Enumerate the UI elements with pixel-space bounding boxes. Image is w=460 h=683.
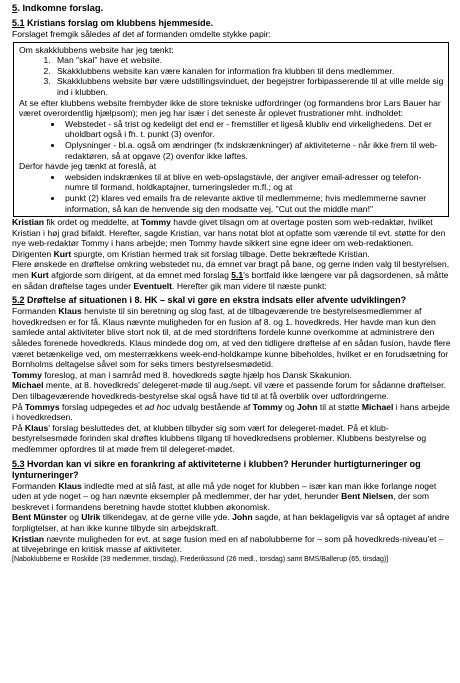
person-name: Klaus: [58, 306, 82, 317]
person-name: Michael: [12, 380, 44, 391]
text-run: forslag udpegedes et: [59, 401, 145, 412]
person-name: Tommy: [12, 369, 42, 380]
text-run: ' forslag besluttedes det, at klubben tilbyder sig som vært for delegeret-mødet. På et klub-bestyrelsesmøde forinden skal drøftes klubbens tilgang til hovedkredsens problemer. Klubbens bestyrelse og medlemmer opfordres til at møde frem til delegeret-mødet.: [12, 422, 427, 454]
text-run: til at støtte: [317, 401, 362, 412]
paragraph: [12, 402, 452, 423]
text-run: Flere ønskede en drøftelse omkring webstedet nu, da emnet var bragt på bane, og gerne inden valg til bestyrelsen, men: [12, 259, 450, 281]
text-run: afgjorde som dirigent, at da emnet med forslag: [48, 270, 232, 281]
list-item: • Oplysninger - bl.a. også om ændringer (fx indskrænkninger) af aktiviteterne - når ikke frem til web-redaktøren, så at opgave (2) ovenfor ikke løftes.: [63, 140, 444, 161]
box-bullet-list: [19, 119, 444, 161]
section-title: Drøftelse af situationen i 8. HK – skal vi gøre en ekstra indsats eller afvente udviklingen?: [27, 295, 407, 306]
box-bullet-list: [19, 172, 444, 214]
list-item: • websiden indskrænkes til at blive en web-opslagstavle, der angiver email-adresser og telefon-numre til formand, holdkaptajner, turneringsleder m.fl.; og at: [63, 172, 444, 193]
document-page: [12, 2, 452, 564]
text-run: Formanden: [12, 480, 59, 491]
paragraph: [12, 259, 452, 291]
paragraph: [12, 370, 452, 381]
text-run: i hans arbejde i hovedkredsen.: [12, 401, 450, 423]
section-number: 5: [12, 2, 18, 13]
section-number: 5.3: [12, 458, 25, 469]
paragraph: [12, 512, 452, 533]
text-run: udvalg bestående af: [170, 401, 253, 412]
section-5-1-heading: [12, 18, 452, 29]
person-name: John: [232, 512, 253, 523]
text-run: og: [282, 401, 297, 412]
section-5-3-heading: [12, 459, 452, 481]
person-name: Bent Münster: [12, 512, 67, 523]
section-title: Indkomne forslag.: [22, 2, 104, 13]
box-paragraph: At se efter klubbens website frembyder ikke de store tekniske udfordringer (og formandens bror Lars Bauer har været overordentlig hjælpsom); men jeg har især i det seneste år oplevet frustrationer mht. indholdet:: [19, 97, 441, 119]
text-run: havde givet tilsagn om at overtage posten som web-redaktør, hvilket Kristian i høj grad bifaldt. Herefter, sagde Kristian, var hans notat blot at opfatte som værende til evt. støtte for den nye web-redaktør Tommy i hans arbejde; men Tommy havde sikkert sine egne ideer om web-redaktionen. Dirigenten: [12, 217, 446, 259]
text-run: sagde, at han beklageligvis var så optaget af andre forpligtelser, at han ikke kunne tilbyde sin arbejdskraft.: [12, 512, 450, 533]
text-run: tilkendegav, at de gerne ville yde.: [100, 512, 233, 523]
person-name: Tommys: [24, 401, 60, 412]
person-name: Bent Nielsen: [341, 491, 394, 502]
list-item: 2. Skakklubbens website kan være kanalen for information fra klubben til dens medlemmer.: [53, 66, 444, 77]
paragraph: [12, 306, 452, 370]
text-run: . Herefter gik man videre til næste punkt:: [172, 280, 327, 291]
text-run: nævnte muligheden for evt. at søge fusion med en af nabolubberne for – som på hovedkreds-niveau'et – at tilvejebringe en kritisk masse af aktiviteter.: [12, 533, 444, 555]
paragraph: [12, 481, 452, 513]
text-run: indledte med at slå fast, at alle må yde noget for klubben – især kan man ikke forlange noget uden at yde noget – og han nævnte eksempler på medlemmer, der har ydet, herunder: [12, 480, 437, 502]
person-name: Klaus: [24, 422, 49, 433]
proposal-intro: Forslaget fremgik således af det af formanden omdelte stykke papir:: [12, 29, 271, 39]
box-paragraph: Derfor havde jeg tænkt at foreslå, at: [19, 161, 157, 172]
box-numbered-list: [19, 55, 444, 97]
paragraph: [12, 380, 452, 401]
person-name: Ulrik: [81, 512, 101, 523]
text-run: 's bortfald ikke længere var på dagsordenen, så måtte en sådan drøftelse tages under: [12, 270, 449, 291]
section-5-heading: 5. Indkomne forslag.: [12, 2, 104, 13]
section-ref: 5.1: [231, 270, 244, 281]
section-title: Kristians forslag om klubbens hjemmeside.: [27, 18, 214, 28]
text-run: henviste til sin beretning og slog fast, at de tilbageværende tre bestyrelsesmedlemmer af hovedkredsen er for få. Klaus nævnte muligheden for en fusion af 8. og 1. hovedkreds. Her havde man kun den samlede antal aktiviteter blive stort nok til, at de med stordriftens fordele kunne overkomme at administrere den således forenede hovedkreds. Klaus mindede dog om, at ved den tidligere drøftelse af en sådan fusion, havde flere været betænkelige ved, om mesterrækkens week-end-holdkampe kunne bibeholdes, hvilket er en forudsætning for Bornholms deltagelse såvel som for seks timers bestyrelsesmødetid.: [12, 306, 451, 370]
person-name: Michael: [361, 401, 394, 412]
paragraph: [12, 217, 452, 259]
section-5-2-heading: [12, 295, 452, 306]
box-intro: Om skakklubbens website har jeg tænkt:: [19, 44, 174, 55]
list-item: 1. Man "skal" have et website.: [53, 55, 444, 66]
text-run: , der som beskrevet i formandens beretning havde stottet klubben økonomisk.: [12, 491, 430, 512]
section-number: 5.2: [12, 295, 25, 306]
paragraph: [12, 534, 452, 555]
list-item: • punkt (2) klares ved emails fra de relevante aktive til medlemmerne; hvis medlemmerne savner information, så kan de henvende sig den modsatte vej. "Cut out the middle man!": [63, 193, 444, 214]
text-run: På: [12, 401, 25, 412]
person-name: Kurt: [53, 248, 72, 259]
text-run: spurgte, om Kristian hermed trak sit forslag tilbage. Dette bekræftede Kristian.: [71, 248, 370, 259]
section-number: 5.1: [12, 18, 25, 28]
agenda-ref: Eventuelt: [133, 280, 173, 291]
paragraph: [12, 423, 452, 455]
person-name: Kristian: [12, 217, 44, 228]
text-run: og: [66, 512, 82, 523]
text-run: fik ordet og meddelte, at: [44, 217, 141, 228]
person-name: Tommy: [140, 217, 171, 228]
person-name: Kurt: [31, 270, 49, 281]
text-run: På: [12, 422, 25, 433]
text-run: mente, at 8. hovedkreds' delegeret-møde til aug./sept. vil være et passende forum for sådanne drøftelser. Den tilbageværende hovedkreds-bestyrelse skal også have tid til at få overblik over udfordringerne.: [12, 380, 446, 401]
text-run: foreslog, at man i samråd med 8. hovedkreds søgte hjælp hos Dansk Skakunion.: [41, 369, 352, 380]
proposal-box: [13, 42, 449, 218]
person-name: Kristian: [12, 533, 44, 544]
person-name: Klaus: [58, 480, 82, 491]
footnote: [Naboklubberne er Roskilde (39 medlemmer, tirsdag), Frederikssund (26 medl., torsdag) samt BMS/Ballerup (65, tirsdag)]: [12, 555, 389, 563]
list-item: 3. Skakklubbens website bør være udstillingsvinduet, der begejstrer forbipasserende til at ville melde sig ind i klubben.: [53, 76, 444, 97]
text-run: Formanden: [12, 306, 59, 317]
text-run: ad hoc: [144, 401, 171, 412]
section-title: Hvordan kan vi sikre en forankring af aktiviteterne i klubben? Herunder hurtigturneringer og lynturneringer?: [12, 458, 421, 480]
person-name: Tommy: [252, 401, 283, 412]
list-item: • Webstedet - så trist og kedeligt det end er - fremstiller et ligeså klubliv end virkelighedens. Det er uholdbart også i fh. t. punkt (3) ovenfor.: [63, 119, 444, 140]
person-name: John: [296, 401, 318, 412]
